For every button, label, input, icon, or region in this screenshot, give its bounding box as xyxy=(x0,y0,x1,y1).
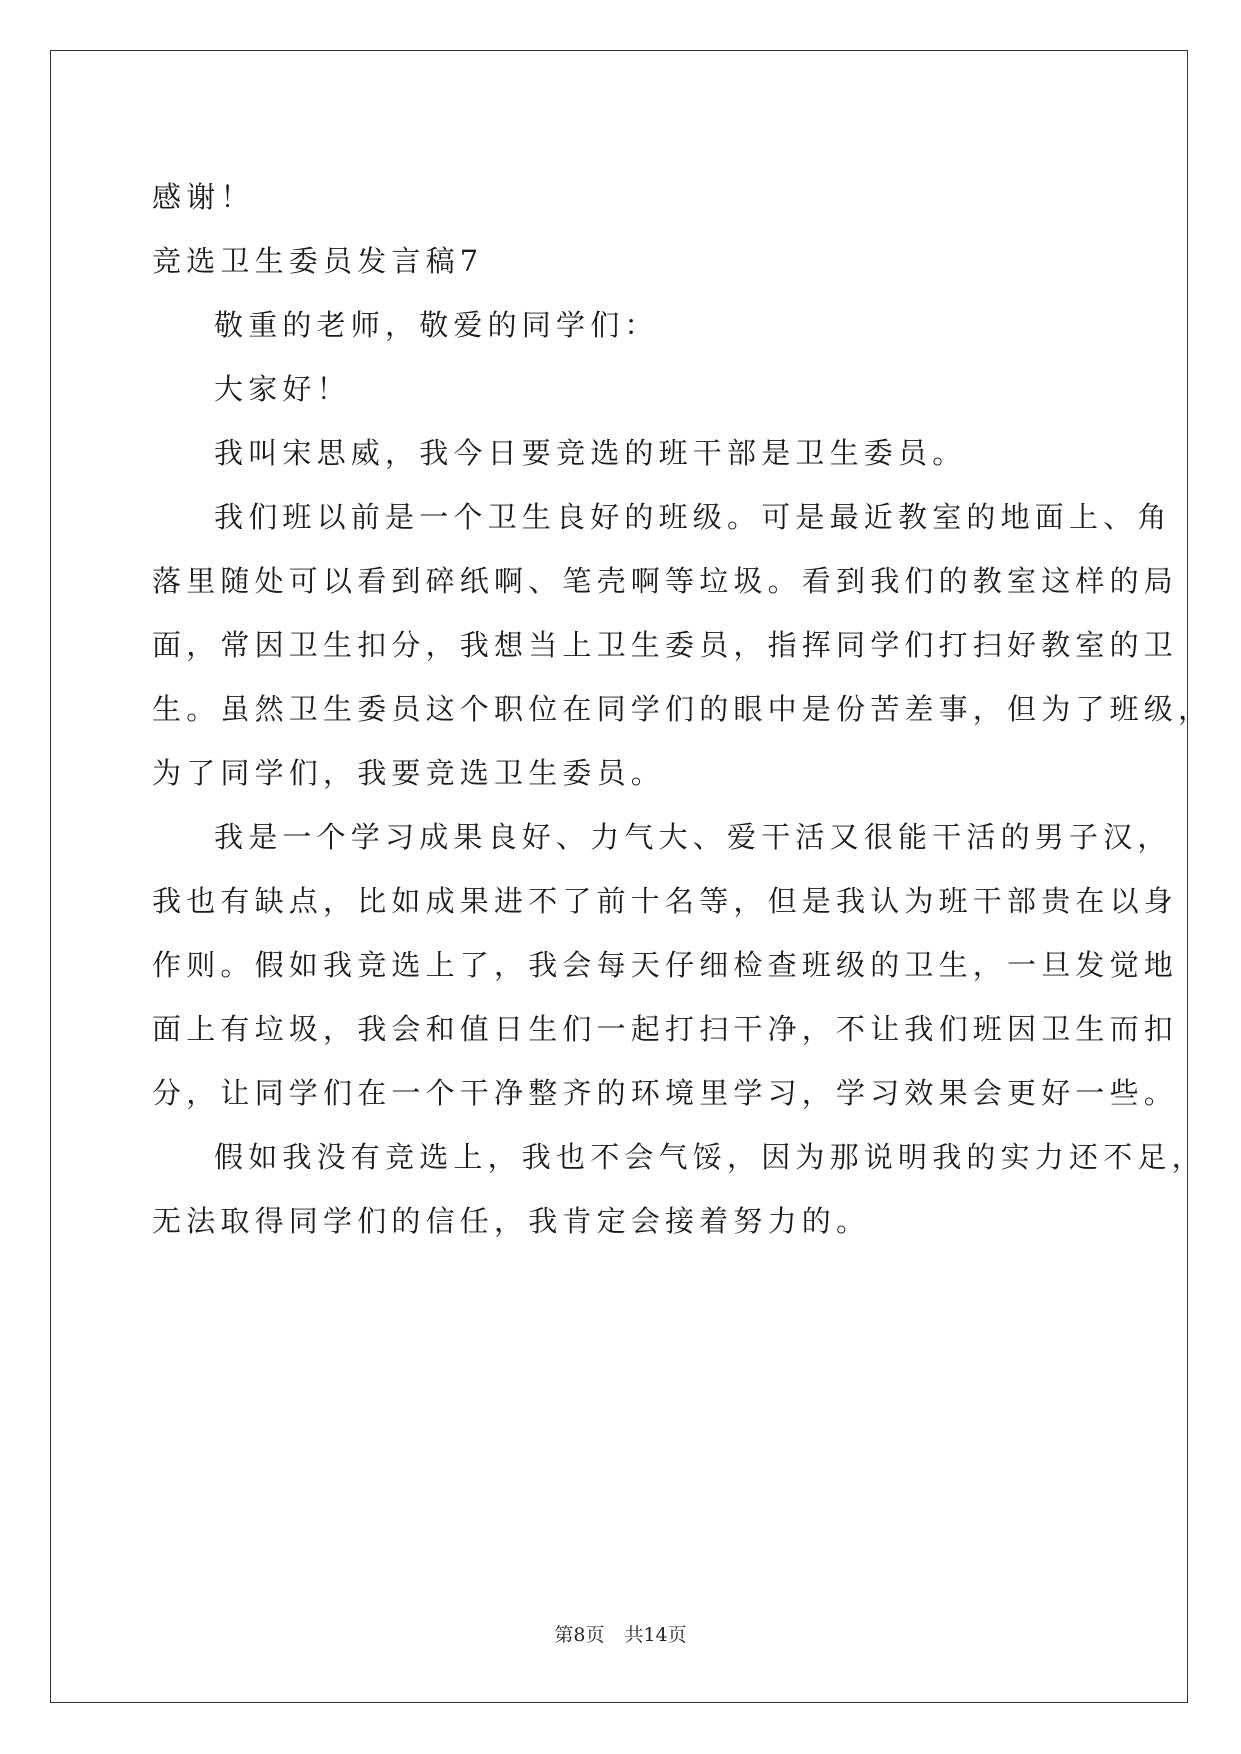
paragraph-line: 我也有缺点，比如成果进不了前十名等，但是我认为班干部贵在以身 xyxy=(152,884,1179,918)
closing-line: 感谢！ xyxy=(152,180,255,214)
paragraph-line: 我叫宋思威，我今日要竞选的班干部是卫生委员。 xyxy=(214,436,967,470)
paragraph-line: 无法取得同学们的信任，我肯定会接着努力的。 xyxy=(152,1204,871,1238)
section-title: 竞选卫生委员发言稿7 xyxy=(152,244,484,278)
page-footer xyxy=(0,1620,1241,1647)
paragraph-line: 假如我没有竞选上，我也不会气馁，因为那说明我的实力还不足， xyxy=(214,1140,1206,1174)
paragraph-line: 为了同学们，我要竞选卫生委员。 xyxy=(152,756,666,790)
page-number: 第8页 xyxy=(554,1624,605,1646)
paragraph-line: 我是一个学习成果良好、力气大、爱干活又很能干活的男子汉， xyxy=(214,820,1172,854)
greeting: 大家好！ xyxy=(214,372,351,406)
paragraph-line: 面，常因卫生扣分，我想当上卫生委员，指挥同学们打扫好教室的卫 xyxy=(152,628,1179,662)
document-body xyxy=(152,165,1213,1253)
paragraph-line: 分，让同学们在一个干净整齐的环境里学习，学习效果会更好一些。 xyxy=(152,1076,1179,1110)
paragraph-line: 落里随处可以看到碎纸啊、笔壳啊等垃圾。看到我们的教室这样的局 xyxy=(152,564,1179,598)
paragraph-line: 生。虽然卫生委员这个职位在同学们的眼中是份苦差事，但为了班级， xyxy=(152,692,1213,726)
paragraph-line: 作则。假如我竞选上了，我会每天仔细检查班级的卫生，一旦发觉地 xyxy=(152,948,1179,982)
paragraph-line: 面上有垃圾，我会和值日生们一起打扫干净，不让我们班因卫生而扣 xyxy=(152,1012,1179,1046)
paragraph-line: 我们班以前是一个卫生良好的班级。可是最近教室的地面上、角 xyxy=(214,500,1172,534)
page-total: 共14页 xyxy=(624,1624,687,1646)
salutation: 敬重的老师，敬爱的同学们： xyxy=(214,308,659,342)
